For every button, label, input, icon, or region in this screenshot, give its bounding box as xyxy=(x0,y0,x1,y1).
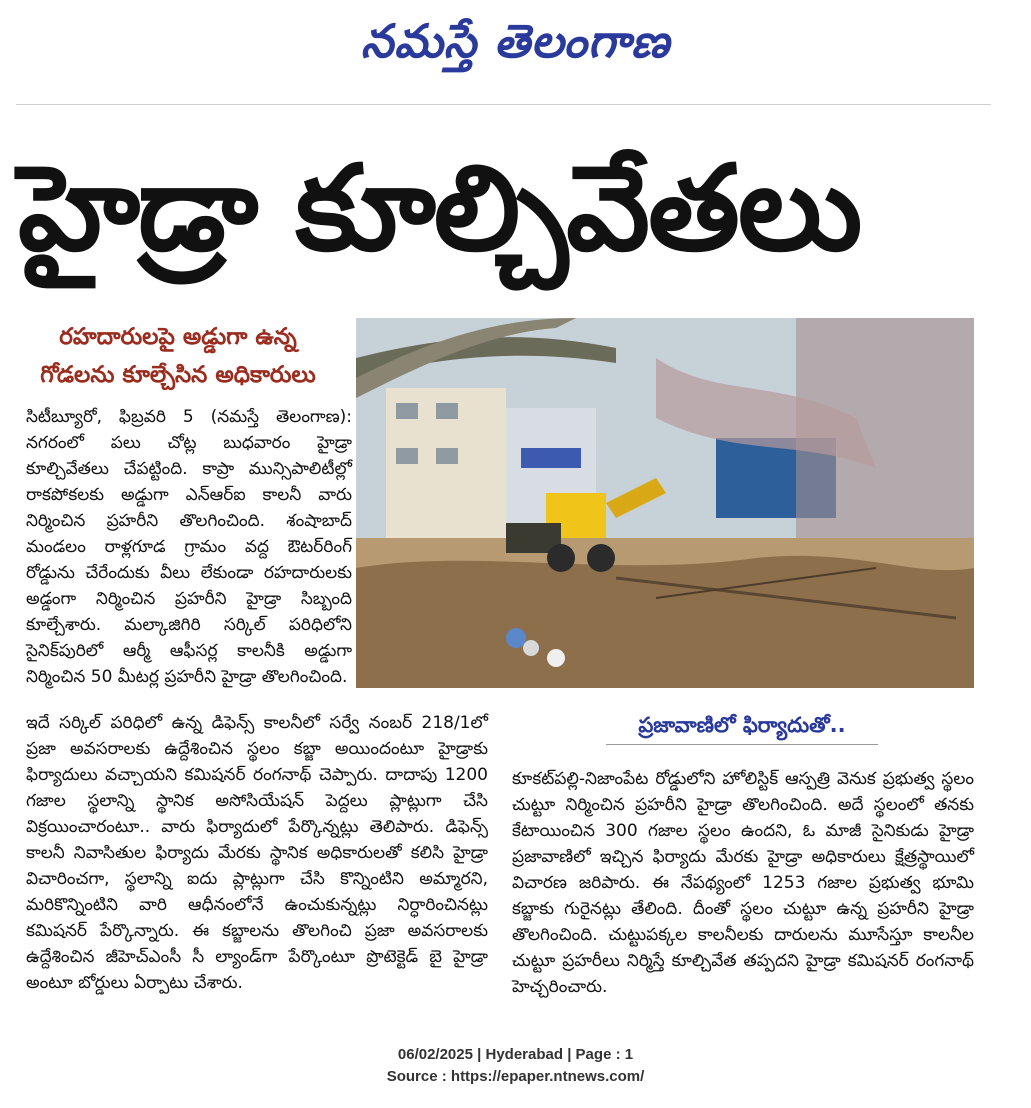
masthead-divider xyxy=(16,104,991,105)
demolition-photo xyxy=(356,318,974,688)
subheadline-line2: గోడలను కూల్చేసిన అధికారులు xyxy=(40,362,316,388)
subheadline-line1: రహదారులపై అడ్డుగా ఉన్న xyxy=(59,324,297,350)
newspaper-masthead: నమస్తే తెలంగాణ xyxy=(360,14,671,68)
sidebar-heading: ప్రజావాణిలో ఫిర్యాదుతో.. xyxy=(606,706,878,745)
main-headline: హైడ్రా కూల్చివేతలు xyxy=(18,139,861,277)
footer-source: Source : https://epaper.ntnews.com/ xyxy=(386,1068,645,1085)
article-full-text: ఇదే సర్కిల్ పరిధిలో ఉన్న డిఫెన్స్ కాలనీలో సర్వే నంబర్ 218/1లో ప్రజా అవసరాలకు ఉద్దేశించిన స్థలం కబ్జా అయిందంటూ హైడ్రాకు ఫిర్యాదులు వచ్చాయని కమిషనర్ రంగనాథ్ చెప్పారు. దాదాపు 1200 గజాల స్థలాన్ని స్థానిక అసోసియేషన్ పెద్దలు ప్లాట్లుగా చేసి విక్రయించారంటూ.. వారు ఫిర్యాదులో పేర్కొన్నట్లు తెలిపారు. డిఫెన్స్ కాలనీ నివాసితుల ఫిర్యాదు మేరకు స్థానిక అధికారులతో కలిసి హైడ్రా విచారించగా, స్థలాన్ని ఐదు ప్లాట్లుగా చేసి కొన్నింటిని అమ్మారని, మరికొన్నింటిని వారి ఆధీనంలోనే ఉంచుకున్నట్లు నిర్ధారించినట్లు కమిషనర్ పేర్కొన్నారు. ఈ కబ్జాలను తొలగించి ప్రజా అవసరాలకు ఉద్దేశించిన జీహెచ్ఎంసీ సీ ల్యాండ్‌గా పేర్కొంటూ ప్రొటెక్టెడ్ బై హైడ్రా అంటూ బోర్డులు ఏర్పాటు చేశారు. xyxy=(26,713,488,993)
footer-date-edition: 06/02/2025 | Hyderabad | Page : 1 xyxy=(397,1046,634,1063)
article-left-text: సిటీబ్యూరో, ఫిబ్రవరి 5 (నమస్తే తెలంగాణ): నగరంలో పలు చోట్ల బుధవారం హైడ్రా కూల్చివేతలు చేపట్టింది. కాప్రా మున్సిపాలిటీల్లో రాకపోకలకు అడ్డుగా ఎన్ఆర్ఐ కాలనీ వారు నిర్మించిన ప్రహరీని తొలగించింది. శంషాబాద్ మండలం రాళ్లగూడ గ్రామం వద్ద ఔటర్‌రింగ్ రోడ్డును చేరేందుకు వీలు లేకుండా రహదారులకు అడ్డంగా నిర్మించిన ప్రహరీని హైడ్రా సిబ్బంది కూల్చేశారు. మల్కాజిగిరి సర్కిల్ పరిధిలోని సైనిక్‌పురిలో ఆర్మీ ఆఫీసర్ల కాలనీకి అడ్డుగా నిర్మించిన 50 మీటర్ల ప్రహరీని హైడ్రా తొలగించింది. xyxy=(26,407,352,687)
article-left-column xyxy=(26,404,352,690)
sidebar-article xyxy=(512,766,974,1000)
sidebar-text: కూకట్‌పల్లి-నిజాంపేట రోడ్డులోని హోలిస్టిక్ ఆస్పత్రి వెనుక ప్రభుత్వ స్థలం చుట్టూ నిర్మించిన ప్రహరీని హైడ్రా తొలగించింది. అదే స్థలంలో తనకు కేటాయించిన 300 గజాల స్థలం ఉందని, ఓ మాజీ సైనికుడు హైడ్రా ప్రజావాణిలో ఇచ్చిన ఫిర్యాదు మేరకు హైడ్రా అధికారులు క్షేత్రస్థాయిలో విచారణ జరిపారు. ఈ నేపథ్యంలో 1253 గజాల ప్రభుత్వ భూమి కబ్జాకు గురైనట్లు తేలింది. దీంతో స్థలం చుట్టూ ఉన్న ప్రహరీని హైడ్రా తొలగించింది. చుట్టుపక్కల కాలనీలకు దారులను మూసేస్తూ కాలనీల చుట్టూ ప్రహరీలు నిర్మిస్తే కూల్చివేత తప్పదని హైడ్రా కమిషనర్ రంగనాథ్ హెచ్చరించారు. xyxy=(512,769,974,997)
article-continuation xyxy=(26,710,488,996)
